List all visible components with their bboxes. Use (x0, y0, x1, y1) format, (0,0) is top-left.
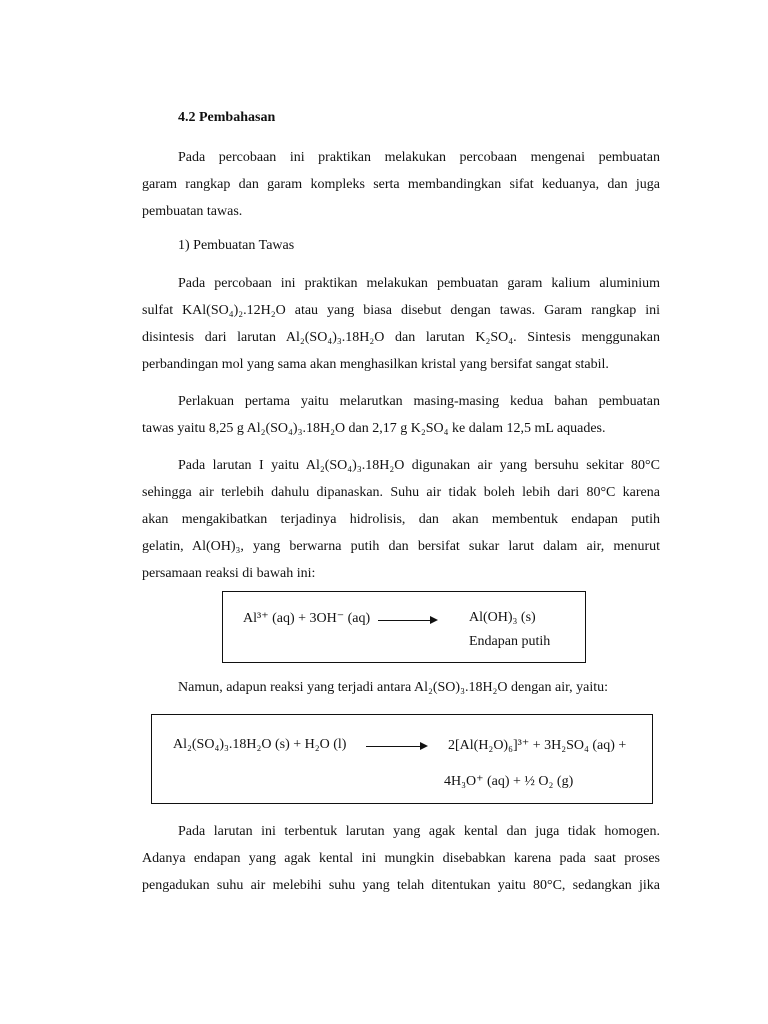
text-line: akan mengakibatkan terjadinya hidrolisis, dan akan membentuk endapan putih (142, 512, 660, 527)
text-line: disintesis dari larutan Al₂(SO₄)₃.18H₂O dan larutan K₂SO₄. Sintesis menggunakan (142, 330, 660, 345)
reaction-product-line-1: 2[Al(H₂O)₆]³⁺ + 3H₂SO₄ (aq) + (448, 738, 627, 753)
text-line: Pada percobaan ini praktikan melakukan percobaan mengenai pembuatan (178, 150, 660, 165)
reaction-reactants: Al³⁺ (aq) + 3OH⁻ (aq) (243, 611, 371, 626)
paragraph-tawas-synthesis (142, 270, 660, 378)
text-line: Namun, adapun reaksi yang terjadi antara Al₂(SO)₃.18H₂O dengan air, yaitu: (178, 680, 609, 695)
paragraph-first-treatment (142, 388, 660, 442)
paragraph-intro (142, 144, 660, 225)
text-line: tawas yaitu 8,25 g Al₂(SO₄)₃.18H₂O dan 2,17 g K₂SO₄ ke dalam 12,5 mL aquades. (142, 421, 606, 436)
text-line: garam rangkap dan garam kompleks serta membandingkan sifat keduanya, dan juga (142, 177, 660, 192)
paragraph-solution-one (142, 452, 660, 587)
sub-heading-pembuatan-tawas: 1) Pembuatan Tawas (178, 238, 295, 253)
reaction-arrow-icon (366, 746, 426, 747)
text-line: pembuatan tawas. (142, 204, 243, 219)
text-line: persamaan reaksi di bawah ini: (142, 566, 316, 581)
text-line: Adanya endapan yang agak kental ini mungkin disebabkan karena pada saat proses (142, 851, 660, 866)
text-line: Pada larutan I yaitu Al₂(SO₄)₃.18H₂O digunakan air yang bersuhu sekitar 80°C (178, 458, 660, 473)
reaction-box-hydrolysis (151, 714, 653, 804)
text-line: pengadukan suhu air melebihi suhu yang telah ditentukan yaitu 80°C, sedangkan jika (142, 878, 660, 893)
reaction-note: Endapan putih (469, 634, 551, 649)
text-line: sehingga air terlebih dahulu dipanaskan. Suhu air tidak boleh lebih dari 80°C karena (142, 485, 660, 500)
paragraph-solution-observation (142, 818, 660, 899)
text-line: gelatin, Al(OH)₃, yang berwarna putih dan bersifat sukar larut dalam air, menurut (142, 539, 660, 554)
text-line: Pada percobaan ini praktikan melakukan pembuatan garam kalium aluminium (178, 276, 660, 291)
text-line: sulfat KAl(SO₄)₂.12H₂O atau yang biasa disebut dengan tawas. Garam rangkap ini (142, 303, 660, 318)
paragraph-reaction-with-water (142, 674, 660, 701)
reaction-arrow-icon (378, 620, 436, 621)
text-line: perbandingan mol yang sama akan menghasilkan kristal yang bersifat sangat stabil. (142, 357, 609, 372)
reaction-product-line-2: 4H₃O⁺ (aq) + ½ O₂ (g) (444, 774, 574, 789)
text-line: Pada larutan ini terbentuk larutan yang agak kental dan juga tidak homogen. (178, 824, 660, 839)
section-heading: 4.2 Pembahasan (178, 110, 276, 125)
reaction-reactants: Al₂(SO₄)₃.18H₂O (s) + H₂O (l) (173, 737, 347, 752)
reaction-product: Al(OH)₃ (s) (469, 610, 536, 625)
reaction-box-hydroxide (222, 591, 586, 663)
text-line: Perlakuan pertama yaitu melarutkan masing-masing kedua bahan pembuatan (178, 394, 660, 409)
